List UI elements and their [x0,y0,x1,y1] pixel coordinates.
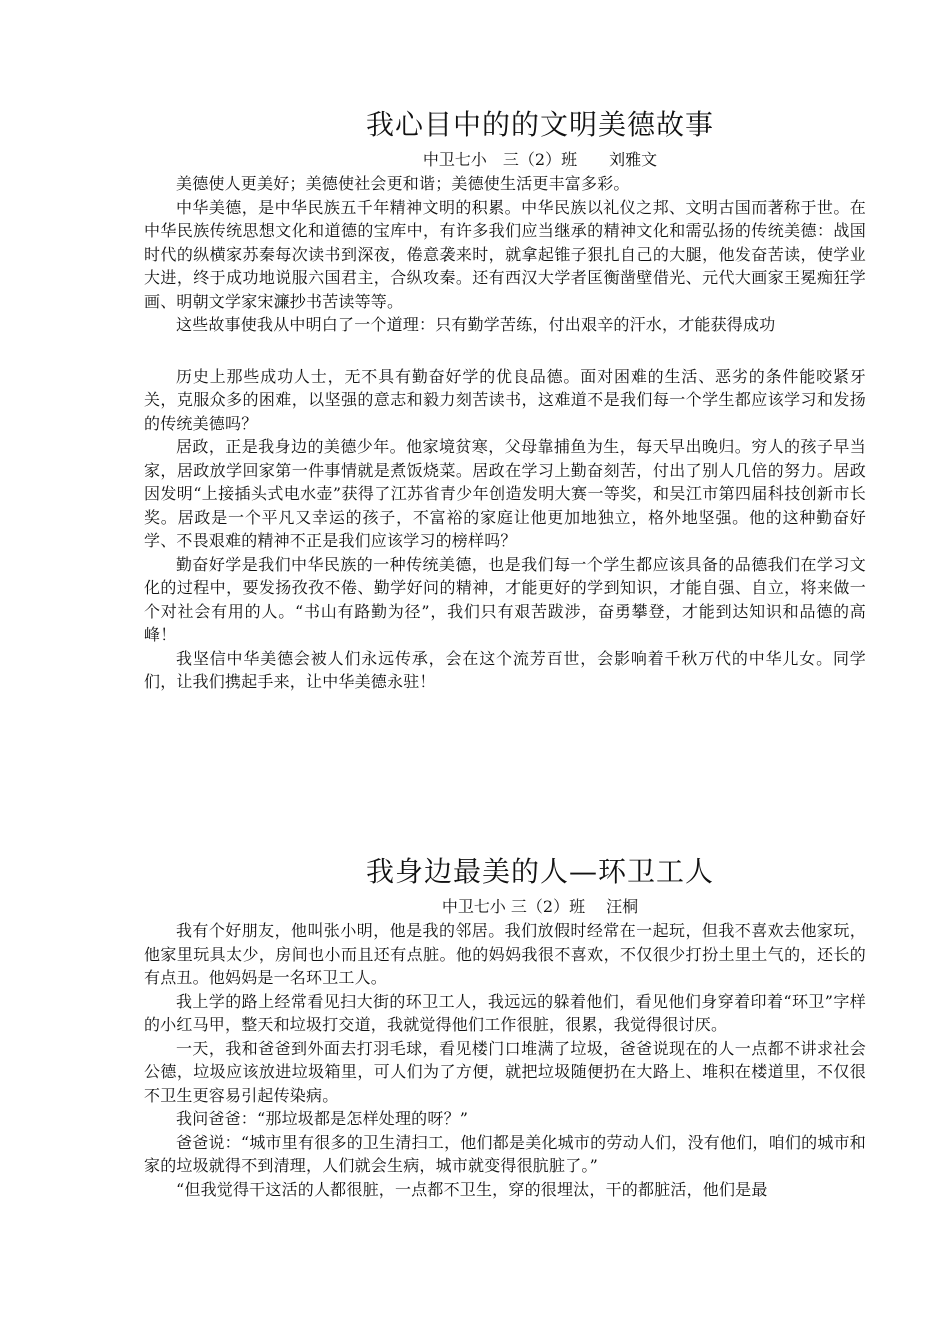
article-title: 我身边最美的人—环卫工人 [365,855,714,888]
paragraph: 我上学的路上经常看见扫大街的环卫工人，我远远的躲着他们，看见他们身穿着印着“环卫”字样的小红马甲，整天和垃圾打交道，我就觉得他们工作很脏，很累，我觉得很讨厌。 [144,991,866,1034]
paragraph: 我坚信中华美德会被人们永远传承，会在这个流芳百世，会影响着千秋万代的中华儿女。同学们，让我们携起手来，让中华美德永驻！ [144,648,866,691]
article-civilized-virtue-story [144,106,866,694]
paragraph: 勤奋好学是我们中华民族的一种传统美德，也是我们每一个学生都应该具备的品德我们在学习文化的过程中，要发扬孜孜不倦、勤学好问的精神，才能更好的学到知识，才能自强、自立，将来做一个对社会有用的人。“书山有路勤为径”，我们只有艰苦跋涉，奋勇攀登，才能到达知识和品德的高峰！ [144,554,866,644]
article-sanitation-worker [144,853,866,1201]
paragraph: 一天，我和爸爸到外面去打羽毛球，看见楼门口堆满了垃圾，爸爸说现在的人一点都不讲求社会公德，垃圾应该放进垃圾箱里，可人们为了方便，就把垃圾随便扔在大路上、堆积在楼道里，不仅很不卫生更容易引起传染病。 [144,1038,866,1105]
paragraph: 这些故事使我从中明白了一个道理：只有勤学苦练，付出艰辛的汗水，才能获得成功 [176,315,776,334]
paragraph-spacer [144,337,866,365]
article-title: 我心目中的的文明美德故事 [365,108,714,141]
paragraph: 我有个好朋友，他叫张小明，他是我的邻居。我们放假时经常在一起玩，但我不喜欢去他家玩，他家里玩具太少，房间也小而且还有点脏。他的妈妈我很不喜欢，不仅很少打扮土里土气的，还长的有点丑。他妈妈是一名环卫工人。 [144,921,866,987]
paragraph: “但我觉得干这活的人都很脏，一点都不卫生，穿的很埋汰，干的都脏活，他们是最 [176,1179,768,1199]
paragraph: 历史上那些成功人士，无不具有勤奋好学的优良品德。面对困难的生活、恶劣的条件能咬紧牙关，克服众多的困难，以坚强的意志和毅力刻苦读书，这难道不是我们每一个学生都应该学习和发扬的传统美德吗？ [144,366,866,433]
paragraph: 居政，正是我身边的美德少年。他家境贫寒，父母靠捕鱼为生，每天早出晚归。穷人的孩子早当家，居政放学回家第一件事情就是煮饭烧菜。居政在学习上勤奋刻苦，付出了别人几倍的努力。居政因发明“上接插头式电水壶”获得了江苏省青少年创造发明大赛一等奖，和吴江市第四届科技创新市长奖。居政是一个平凡又幸运的孩子，不富裕的家庭让他更加地独立，格外地坚强。他的这种勤奋好学、不畏艰难的精神不正是我们应该学习的榜样吗？ [144,437,866,550]
paragraph: 中华美德，是中华民族五千年精神文明的积累。中华民族以礼仪之邦、文明古国而著称于世。在中华民族传统思想文化和道德的宝库中，有许多我们应当继承的精神文化和需弘扬的传统美德：战国时代的纵横家苏秦每次读书到深夜，倦意袭来时，就拿起锥子狠扎自己的大腿，他发奋苦读，使学业大进，终于成功地说服六国君主，合纵攻秦。还有西汉大学者匡衡凿壁借光、元代大画家王冕痴狂学画、明朝文学家宋濂抄书苦读等等。 [144,197,866,311]
paragraph: 爸爸说：“城市里有很多的卫生清扫工，他们都是美化城市的劳动人们，没有他们，咱们的城市和家的垃圾就得不到清理，人们就会生病，城市就变得很肮脏了。” [144,1132,866,1175]
article-byline: 中卫七小 三（2）班 汪桐 [441,897,639,916]
paragraph: 我问爸爸：“那垃圾都是怎样处理的呀？” [176,1109,469,1128]
article-byline: 中卫七小 三（2）班 刘雅文 [422,150,658,169]
paragraph: 美德使人更美好；美德使社会更和谐；美德使生活更丰富多彩。 [176,174,630,193]
